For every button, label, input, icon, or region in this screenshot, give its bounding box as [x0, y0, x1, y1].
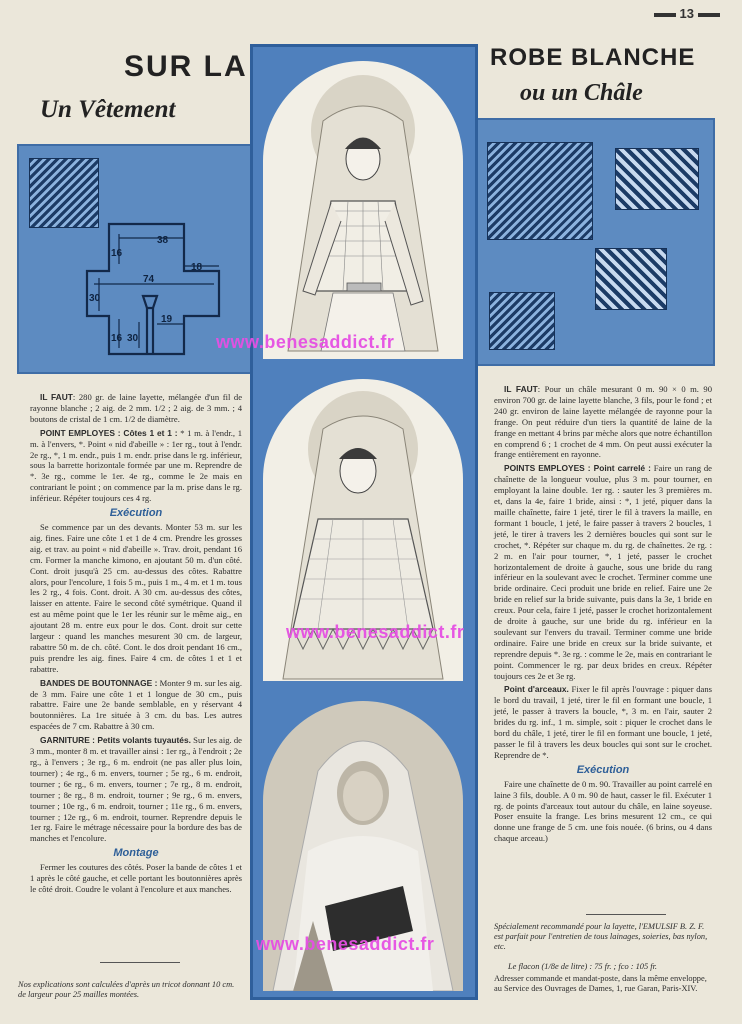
title-right: ROBE BLANCHE [490, 44, 696, 71]
advert-text: Spécialement recommandé pour la layette, l'EMULSIF B. Z. F. est parfait pour l'entretien de tous lainages, soieries, bas nylon, etc. [494, 922, 708, 951]
advert-address: Adresser commande et mandat-poste, dans la même enveloppe, au Service des Ouvrages de Dames, 1, rue Garan, Paris-XIV. [494, 974, 707, 993]
dim-label: 30 [89, 293, 101, 304]
points-text: * 1 m. à l'endr., 1 m. à l'envers, *. Point « nid d'abeille » : 1er rg., tout à l'endr. 2e rg., *, 1 m. endr., puis 1 m. endr. prise dans le rg. inférieur, sous la barrette horizontale formée par une m. Reprendre de *. 3e rg., comme le 1er. 4e rg., comme le 2e mais en contrariant le point ; on commence par la m. prise dans le rg. inférieur. Répéter toujours ces 4 rg. [30, 427, 242, 504]
dim-label: 38 [157, 235, 169, 246]
dim-label: 16 [111, 248, 123, 259]
montage-heading: Montage [113, 847, 159, 860]
watermark: www.benesaddict.fr [216, 332, 395, 352]
points-heading: POINTS EMPLOYES : Point carrelé : [504, 463, 651, 474]
bandes-text: Monter 9 m. sur les aig. de 3 mm. Faire une côte 1 et 1 longue de 30 cm., puis rabattre. Faire une 2e bande semblable, en y réservant 4 boutonnières. La 1re située à 3 cm. du bas. Les autres espacées de 7 cm. Rabattre à 30 cm. [30, 677, 242, 732]
crochet-swatch-image [487, 142, 593, 240]
dim-label: 19 [161, 314, 173, 325]
divider [100, 962, 180, 963]
subtitle-left: Un Vêtement [40, 96, 176, 123]
il-faut-heading: IL FAUT [40, 392, 73, 402]
title-left: SUR LA [124, 50, 248, 83]
right-figure-box [473, 118, 715, 366]
watermark: www.benesaddict.fr [286, 622, 465, 642]
dim-label: 16 [111, 333, 123, 344]
montage-text: Fermer les coutures des côtés. Poser la bande de côtes 1 et 1 après le côté gauche, et celle portant les boutonnières après le côté droit. Coudre le volant à l'encolure et aux manches. [30, 862, 242, 894]
points-text: Faire un rang de chaînette de la longueur voulue, plus 3 m. pour tourner, en employant la laine double. 1er rg. : sauter les 3 premières m. et, dans la 4e, faire 1 bride, ainsi : *, 1 jeté, piquer dans la maille chaînette, faire 1 jeté, tirer le fil à travers la maille, en formant 1 boucle, 1 jeté, le faire passer à travers 2 boucles, 1 jeté, le tirer à travers les 2 dernières boucles qui sont sur le crochet, *. Répéter sur chaque m. du rg. de chaînettes. 2e rg. : 2 m. en l'air pour tourner, *, 1 jeté, passer le crochet horizontalement de droite à gauche, sous une bride du rang inférieur en la soulevant avec le crochet. Terminer comme une bride ordinaire. Ceci produit une bride en relief. Faire une 2e bride en relief sur la bride suivante, puis dans la 3e, 1 bride en creux. Pour cela, faire 1 jeté, passer le crochet horizontalement de droite à gauche, sur une bride du rg. inférieur en la soulevant sur l'envers du travail. Terminer comme une bride ordinaire. Faire une bride en creux sur la bride suivante, et reprendre depuis *. 3e rg. : comme le 2e, mais en contrariant le point. Commencer le rg. par deux brides en creux. Répéter toujours ces 2e et 3e rg. [494, 463, 712, 681]
il-faut-text: : Pour un châle mesurant 0 m. 90 × 0 m. 90 environ 700 gr. de laine layette blanche, 3 fils, pour le fond ; et 240 gr. environ de laine layette mélangée de rayonne pour la frange. On peut réduire d'un tiers la quantité de laine de la frange en mettant 4 brins par mèche alors que notre échantillon en comprend 6 ; 1 crochet de 4 mm. On peut aussi exécuter la frange entièrement en rayonne. [494, 384, 712, 460]
dim-label: 18 [191, 262, 203, 273]
stitch-detail-image [595, 248, 667, 310]
execution-heading: Exécution [109, 507, 163, 520]
advert-price: Le flacon (1/8e de litre) : 75 fr. ; fco : 105 fr. [508, 962, 658, 971]
left-instructions [30, 392, 242, 898]
footnote: Nos explications sont calculées d'après un tricot donnant 10 cm. de largeur pour 25 mailles montées. [18, 980, 235, 999]
arceaux-text: Fixer le fil après l'ouvrage : piquer dans le bord du travail, 1 jeté, tirer le fil en formant une boucle, 1 jeté, le passer à travers la boucle, *, 3 m. en l'air, sauter 2 brides du rg. inf., 1 m. simple, soit : piquer le crochet dans le bord du châle, 1 jeté, tirer le fil en formant une boucle, 1 jeté, passer le fil à travers les deux boucles qui sont sur le crochet. Reprendre de *. [494, 684, 713, 760]
dim-label: 74 [143, 274, 155, 285]
watermark: www.benesaddict.fr [256, 934, 435, 954]
execution-text: Se commence par un des devants. Monter 53 m. sur les aig. fines. Faire une côte 1 et 1 de 4 cm. Prendre les grosses aig. et trav. au point « nid d'abeille ». Trav. droit, pendant 16 cm. Former la manche kimono, en ajoutant 50 m. d'un côté. Cont. droit jusqu'à 25 cm. au-dessus des côtes. Rabattre alors, pour l'encolure, 1 fois 5 m., puis 1 m., 4 m. et 1 m. tous les 2 rg., 4 fois. Cont. droit. A 30 cm. au-dessus des côtes, laisser en attente. Faire le second côté symétrique. Quand il est au même point que le 1er les réunir sur le même aig., en ajoutant 28 m. entre eux pour le dos. Cont. droit sur cette largeur : quand les manches mesurent 30 cm. de largeur, rabattre 50 m. de ch. côté. Cont. le dos droit pendant 16 cm., puis prendre les aig. fines. Faire 4 cm. de côtes 1 et 1 et rabattre. [30, 521, 242, 674]
execution-heading: Exécution [576, 763, 630, 776]
garniture-text: Sur les aig. de 3 mm., monter 8 m. et travailler ainsi : 1er rg., à l'endroit ; 2e rg., à l'envers ; 3e rg., 6 m. endroit (ne pas aller plus loin, tourner) ; 4e rg., 6 m. envers, tourner ; 5e rg., 6 m. endroit, tourner ; 6e rg., 6 m. envers, tourner ; 7e rg., 8 m. endroit, tourner ; 8e rg., 8 m. endroit, tourner ; 9e rg., 6 m. envers, tourner ; 10e rg., 6 m. endroit, tourner ; 11e rg., 6 m. envers, tourner ; 12e rg., 6 m. endroit, tourner. Reprendre depuis le 1er rg. Faire le métrage nécessaire pour la bordure des bas de manches et l'encolure. [30, 735, 242, 844]
subtitle-right: ou un Châle [520, 80, 643, 106]
right-instructions [494, 384, 712, 847]
garniture-heading: GARNITURE : Petits volants tuyautés. [40, 735, 191, 746]
il-faut-text: : 280 gr. de laine layette, mélangée d'un fil de rayonne blanche ; 2 aig. de 2 mm. 1/2 ; 2 aig. de 3 mm. ; 4 boutons de cristal de 1 cm. 1/2 de diamètre. [30, 392, 243, 424]
page-number: 13 [654, 6, 720, 21]
dim-label: 30 [127, 333, 139, 344]
bride-jacket-illustration [263, 61, 463, 359]
arceaux-heading: Point d'arceaux. [504, 684, 569, 695]
illustration-column [250, 44, 478, 1000]
divider [586, 914, 666, 915]
fringe-swatch-image [615, 148, 699, 210]
points-heading: POINT EMPLOYES : Côtes 1 et 1 : [40, 427, 178, 438]
bandes-heading: BANDES DE BOUTONNAGE : [40, 677, 158, 688]
execution-text: Faire une chaînette de 0 m. 90. Travailler au point carrelé en laine 3 fils, double. A 0 m. 90 de haut, casser le fil. Exécuter 1 rg. de points d'arceaux tout autour du châle, en laine soyeuse. Poser ensuite la frange. Les brins mesurent 12 cm., ce qui donne une frange de 5 cm. une fois nouée. (6 brins, ou 4 dans chaque arceau.) [494, 778, 712, 844]
arceaux-detail-image [489, 292, 555, 350]
il-faut-heading: IL FAUT [504, 384, 538, 394]
